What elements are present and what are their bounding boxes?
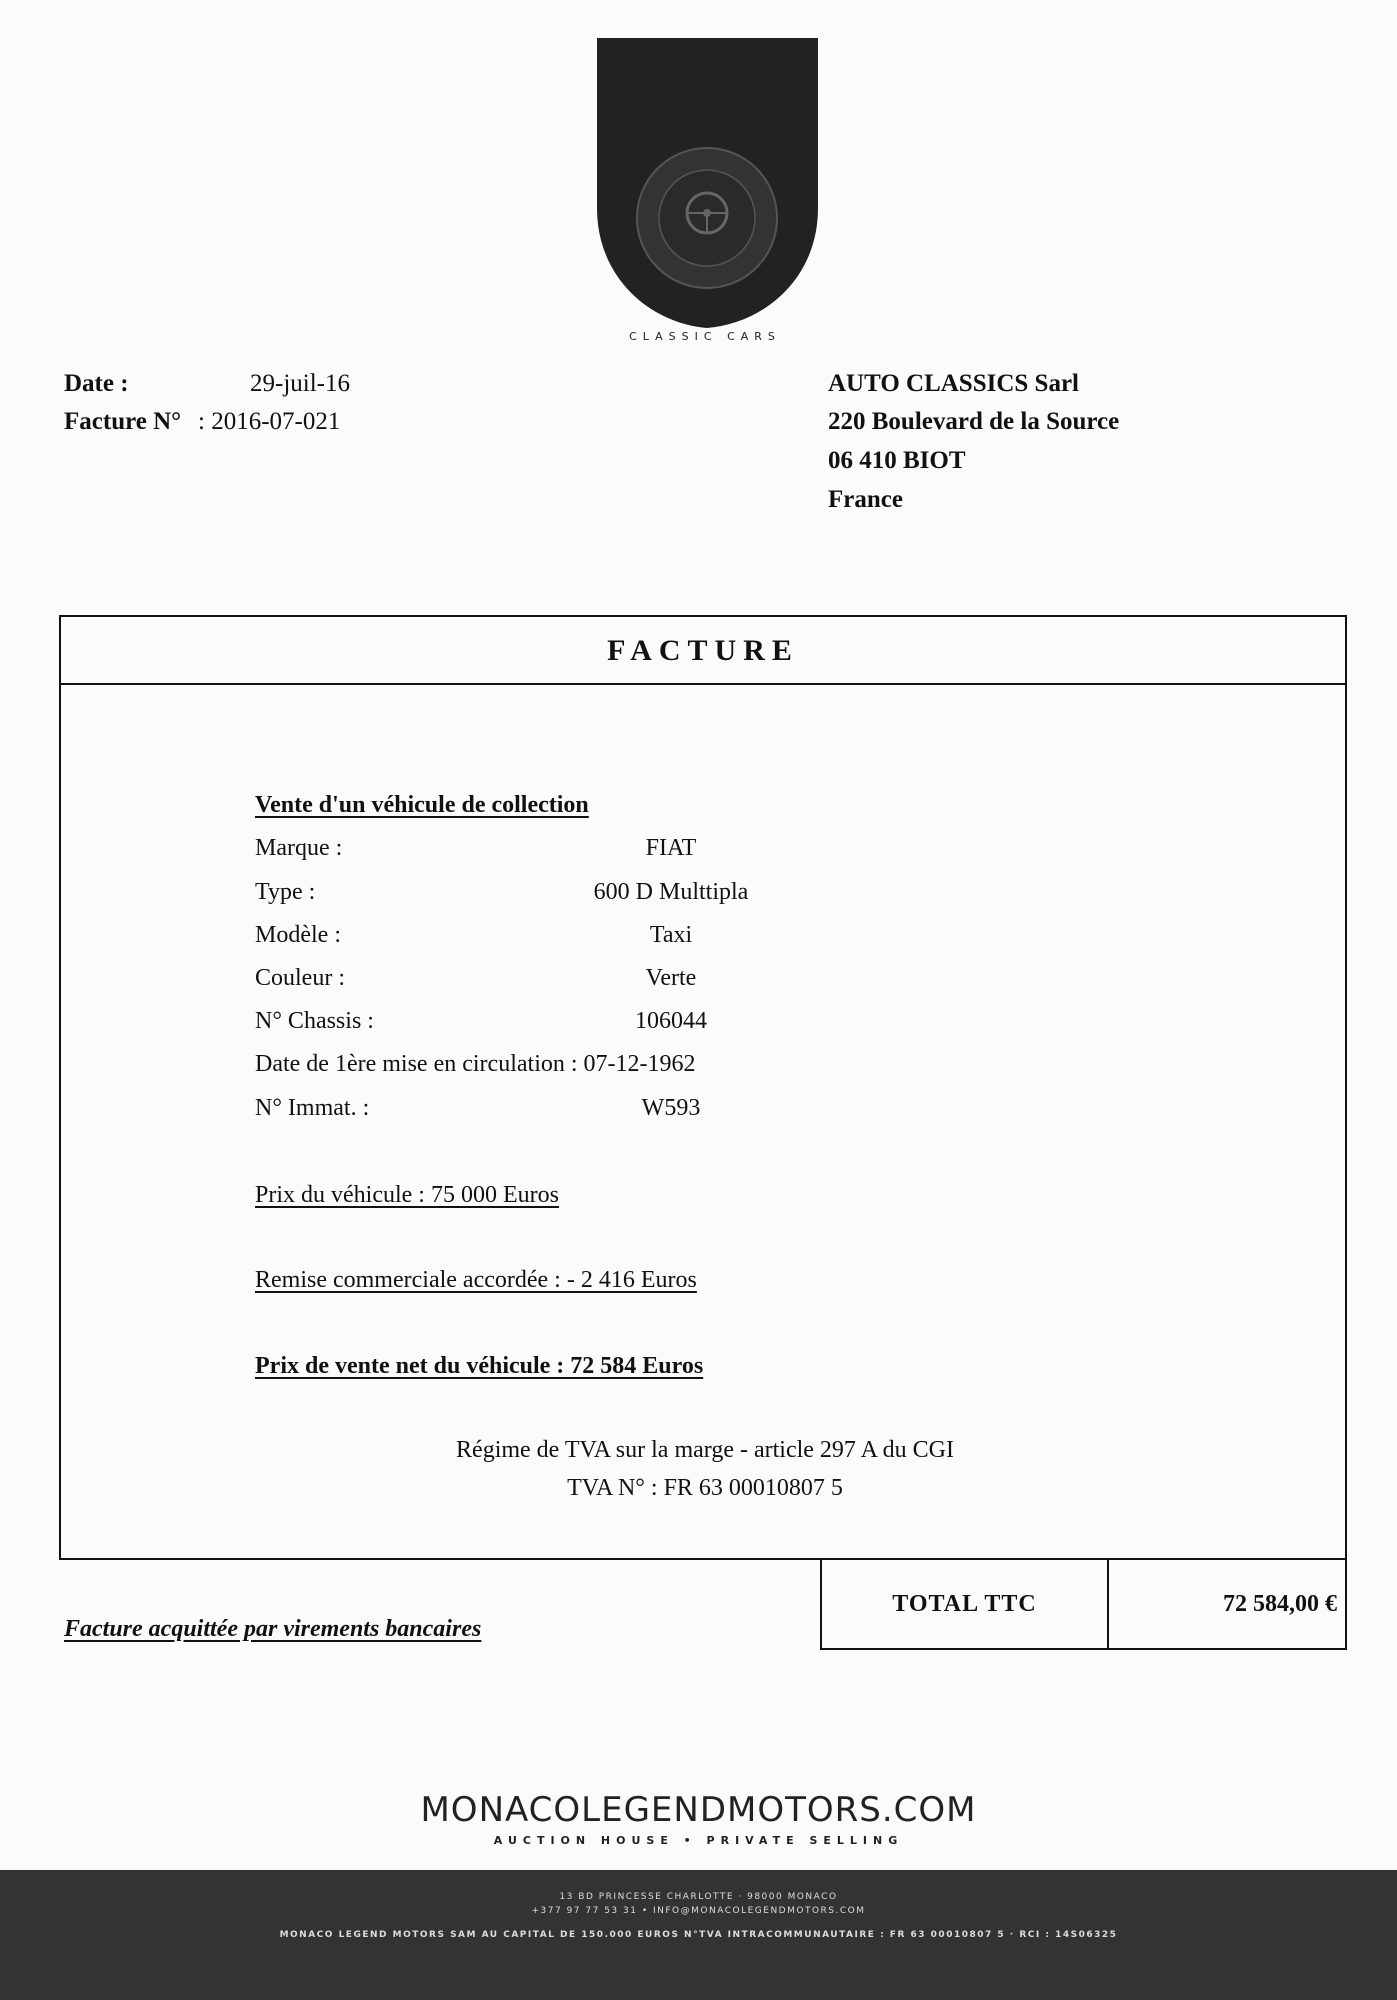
recipient-name: AUTO CLASSICS Sarl (828, 370, 1080, 397)
plate-label: N° Immat. : (255, 1095, 370, 1121)
recipient-city: 06 410 BIOT (828, 447, 966, 474)
footer-legal: MONACO LEGEND MOTORS SAM AU CAPITAL DE 150.000 EUROS N°TVA INTRACOMMUNAUTAIRE : FR 63 00010807 5 · RCI : 14S06325 (279, 1930, 1118, 1940)
invoice-box (59, 615, 1347, 1560)
field-label: Modèle : (255, 922, 341, 948)
field-label: Couleur : (255, 965, 345, 991)
company-logo (595, 38, 820, 328)
field-label: N° Chassis : (255, 1008, 374, 1034)
registration-date: Date de 1ère mise en circulation : 07-12-1962 (255, 1051, 696, 1077)
field-value: FIAT (645, 835, 697, 861)
date-label: Date : (64, 370, 129, 397)
payment-note: Facture acquittée par virements bancaires (64, 1616, 482, 1642)
recipient-country: France (828, 486, 903, 513)
footer-tagline: AUCTION HOUSE • PRIVATE SELLING (493, 1834, 904, 1847)
field-label: Type : (255, 879, 316, 905)
field-label: Marque : (255, 835, 343, 861)
total-box (820, 1558, 1347, 1650)
section-title: Vente d'un véhicule de collection (255, 792, 589, 818)
invoice-number-value: : 2016-07-021 (198, 408, 341, 435)
total-value: 72 584,00 € (1223, 1591, 1337, 1617)
total-label: TOTAL TTC (892, 1591, 1037, 1617)
logo-tagline: CLASSIC CARS (629, 330, 781, 343)
footer-bar (0, 1870, 1397, 2000)
field-value: 106044 (635, 1008, 707, 1034)
plate-value: W593 (641, 1095, 701, 1121)
footer-website: MONACOLEGENDMOTORS.COM (420, 1790, 977, 1830)
date-value: 29-juil-16 (250, 370, 350, 397)
vat-number: TVA N° : FR 63 00010807 5 (567, 1475, 843, 1501)
invoice-title: FACTURE (61, 617, 1345, 685)
vehicle-price: Prix du véhicule : 75 000 Euros (255, 1182, 559, 1208)
footer-contact: +377 97 77 53 31 • INFO@MONACOLEGENDMOTORS.COM (531, 1906, 866, 1916)
field-value: Taxi (649, 922, 693, 948)
field-value: 600 D Multtipla (593, 879, 749, 905)
field-value: Verte (645, 965, 697, 991)
vat-regime: Régime de TVA sur la marge - article 297 A du CGI (456, 1437, 954, 1463)
commercial-discount: Remise commerciale accordée : - 2 416 Euros (255, 1267, 697, 1293)
recipient-street: 220 Boulevard de la Source (828, 408, 1120, 435)
invoice-number-label: Facture N° (64, 408, 182, 435)
net-sale-price: Prix de vente net du véhicule : 72 584 Euros (255, 1353, 704, 1379)
footer-address: 13 BD PRINCESSE CHARLOTTE · 98000 MONACO (559, 1892, 838, 1902)
